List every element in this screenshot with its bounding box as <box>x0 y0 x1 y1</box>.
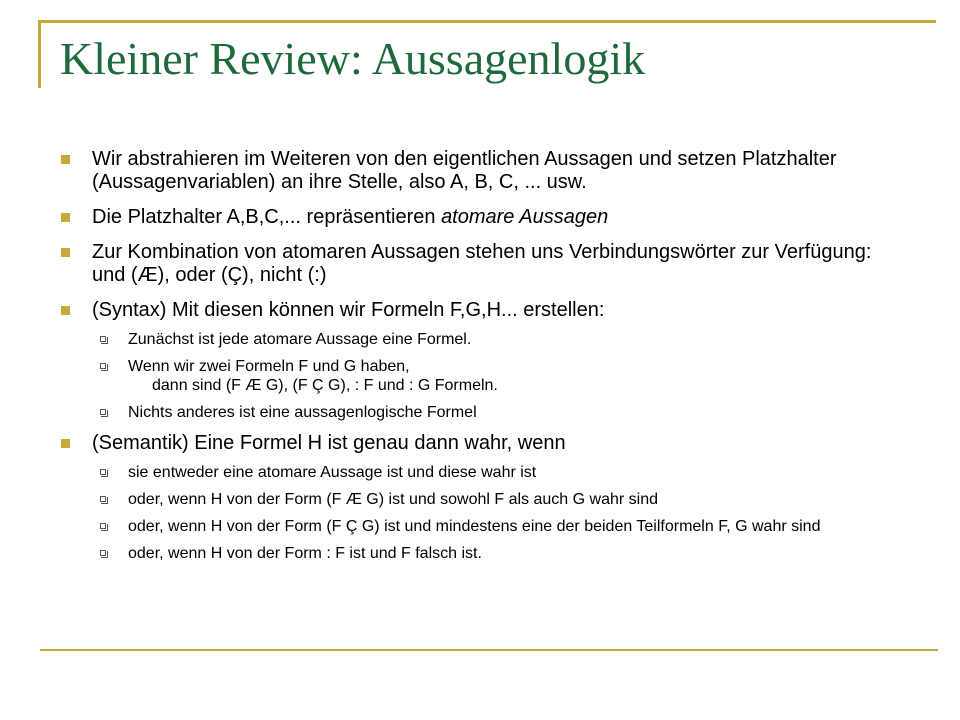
sub-bullet-item <box>94 357 900 395</box>
hollow-square-bullet-icon <box>100 363 106 369</box>
sub-bullet-item <box>94 544 900 563</box>
hollow-square-bullet-icon <box>100 336 106 342</box>
slide-title: Kleiner Review: Aussagenlogik <box>60 33 646 84</box>
sub-bullet-item <box>94 330 900 349</box>
hollow-square-bullet-icon <box>100 469 106 475</box>
sub-bullet-text: Wenn wir zwei Formeln F und G haben, <box>128 358 410 375</box>
sub-bullet-item <box>94 490 900 509</box>
bullet-item <box>60 206 900 229</box>
bullet-text: Zur Kombination von atomaren Aussagen stehen uns Verbindungswörter zur Verfügung: und (Æ), oder (Ç), nicht (:) <box>92 241 872 286</box>
square-bullet-icon <box>61 306 70 315</box>
bullet-item <box>60 432 900 455</box>
sub-bullet-text: Nichts anderes ist eine aussagenlogische Formel <box>128 404 477 421</box>
top-rule <box>38 20 936 23</box>
hollow-square-bullet-icon <box>100 409 106 415</box>
bullet-item <box>60 299 900 322</box>
bullet-text: Wir abstrahieren im Weiteren von den eigentlichen Aussagen und setzen Platzhalter (Aussagenvariablen) an ihre Stelle, also A, B, C, ... usw. <box>92 148 837 193</box>
bottom-rule <box>40 649 938 651</box>
bullet-item <box>60 148 900 194</box>
sub-bullet-item <box>94 517 900 536</box>
bullet-group-syntax <box>60 299 900 422</box>
left-rule <box>38 20 41 88</box>
square-bullet-icon <box>61 248 70 257</box>
slide-content <box>60 148 900 573</box>
sub-bullet-text: Zunächst ist jede atomare Aussage eine Formel. <box>128 331 472 348</box>
sub-bullet-text: oder, wenn H von der Form (F Ç G) ist und mindestens eine der beiden Teilformeln F, G wahr sind <box>128 518 821 535</box>
bullet-emphasis: atomare Aussagen <box>441 206 609 228</box>
square-bullet-icon <box>61 155 70 164</box>
sub-bullet-text: sie entweder eine atomare Aussage ist und diese wahr ist <box>128 464 537 481</box>
sub-bullet-item <box>94 403 900 422</box>
hollow-square-bullet-icon <box>100 496 106 502</box>
bullet-text: (Semantik) Eine Formel H ist genau dann wahr, wenn <box>92 432 566 454</box>
bullet-text: Die Platzhalter A,B,C,... repräsentieren <box>92 206 442 228</box>
bullet-group-semantics <box>60 432 900 563</box>
sub-bullet-continuation: dann sind (F Æ G), (F Ç G), : F und : G Formeln. <box>152 377 498 394</box>
sub-bullet-item <box>94 463 900 482</box>
sub-bullet-text: oder, wenn H von der Form : F ist und F falsch ist. <box>128 545 482 562</box>
square-bullet-icon <box>61 439 70 448</box>
sub-bullet-text: oder, wenn H von der Form (F Æ G) ist und sowohl F als auch G wahr sind <box>128 491 658 508</box>
hollow-square-bullet-icon <box>100 550 106 556</box>
bullet-item <box>60 241 900 287</box>
square-bullet-icon <box>61 213 70 222</box>
hollow-square-bullet-icon <box>100 523 106 529</box>
bullet-text: (Syntax) Mit diesen können wir Formeln F,G,H... erstellen: <box>92 299 605 321</box>
